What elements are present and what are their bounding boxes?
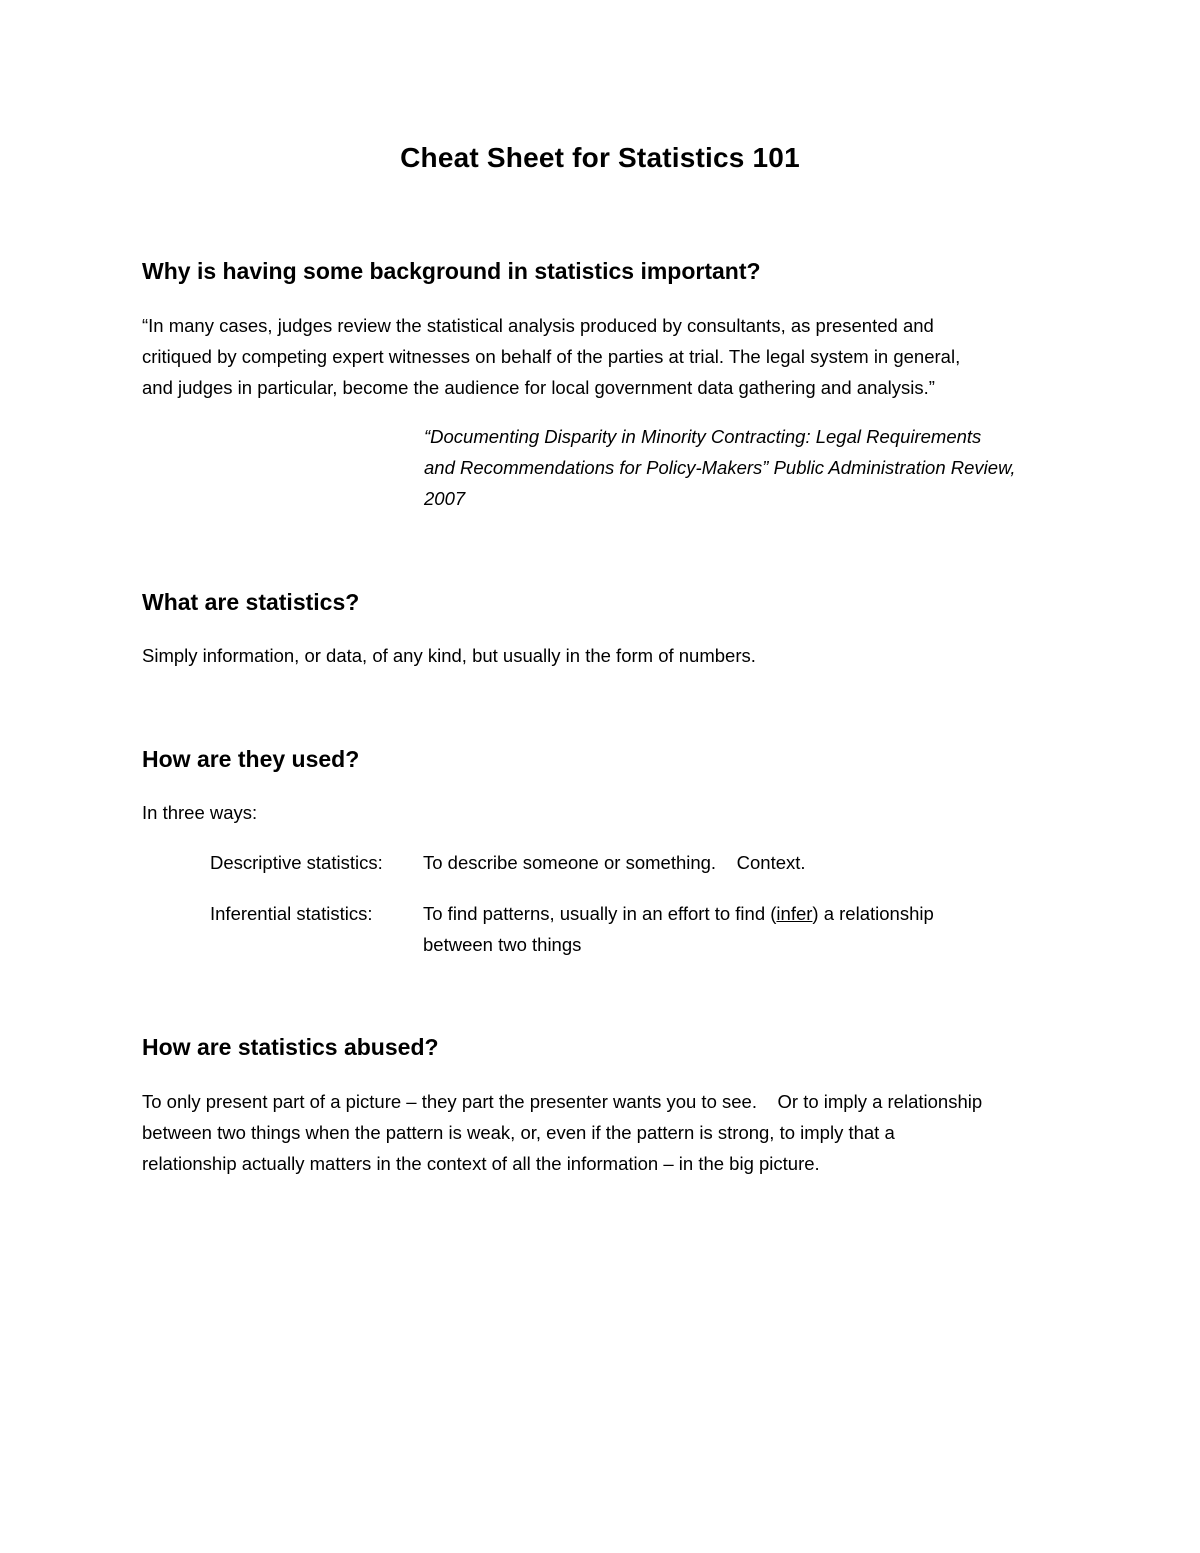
quote-line: critiqued by competing expert witnesses on behalf of the parties at trial. The legal system in general,: [142, 346, 961, 367]
term-label: Inferential statistics:: [210, 903, 373, 924]
body-line: relationship actually matters in the context of all the information – in the big picture.: [142, 1153, 820, 1174]
quote-line: and judges in particular, become the audience for local government data gathering and analysis.”: [142, 377, 935, 398]
quote-paragraph: [142, 310, 1062, 403]
section-heading-abused: How are statistics abused?: [142, 1034, 439, 1060]
term-label: Descriptive statistics:: [210, 852, 383, 873]
citation-line: and Recommendations for Policy-Makers” Public Administration Review,: [424, 457, 1016, 478]
abuse-paragraph: [142, 1086, 1062, 1179]
section-heading-what: What are statistics?: [142, 589, 360, 615]
definition-text: ) a relationship: [812, 903, 934, 924]
term-definition: [423, 847, 1063, 878]
uses-intro: [142, 797, 1062, 828]
definition-text: To find patterns, usually in an effort to find (: [423, 903, 777, 924]
body-line: To only present part of a picture – they part the presenter wants you to see. Or to imply a relationship: [142, 1091, 983, 1112]
body-line: Simply information, or data, of any kind, but usually in the form of numbers.: [142, 645, 756, 666]
quote-line: “In many cases, judges review the statistical analysis produced by consultants, as presented and: [142, 315, 934, 336]
document-title: Cheat Sheet for Statistics 101: [400, 142, 800, 173]
citation-line: “Documenting Disparity in Minority Contracting: Legal Requirements: [424, 426, 982, 447]
definition-line: To describe someone or something. Context.: [423, 852, 806, 873]
underlined-term: infer: [776, 903, 813, 924]
definition-line: between two things: [423, 934, 582, 955]
body-line: between two things when the pattern is weak, or, even if the pattern is strong, to imply that a: [142, 1122, 895, 1143]
definition-paragraph: [142, 640, 1062, 671]
section-heading-how-used: How are they used?: [142, 746, 360, 772]
definition-line: [423, 898, 1063, 929]
intro-line: In three ways:: [142, 802, 258, 823]
citation-line: 2007: [424, 488, 466, 509]
citation: [424, 421, 1074, 514]
section-heading-importance: Why is having some background in statistics important?: [142, 258, 761, 284]
term-definition: [423, 898, 1063, 960]
